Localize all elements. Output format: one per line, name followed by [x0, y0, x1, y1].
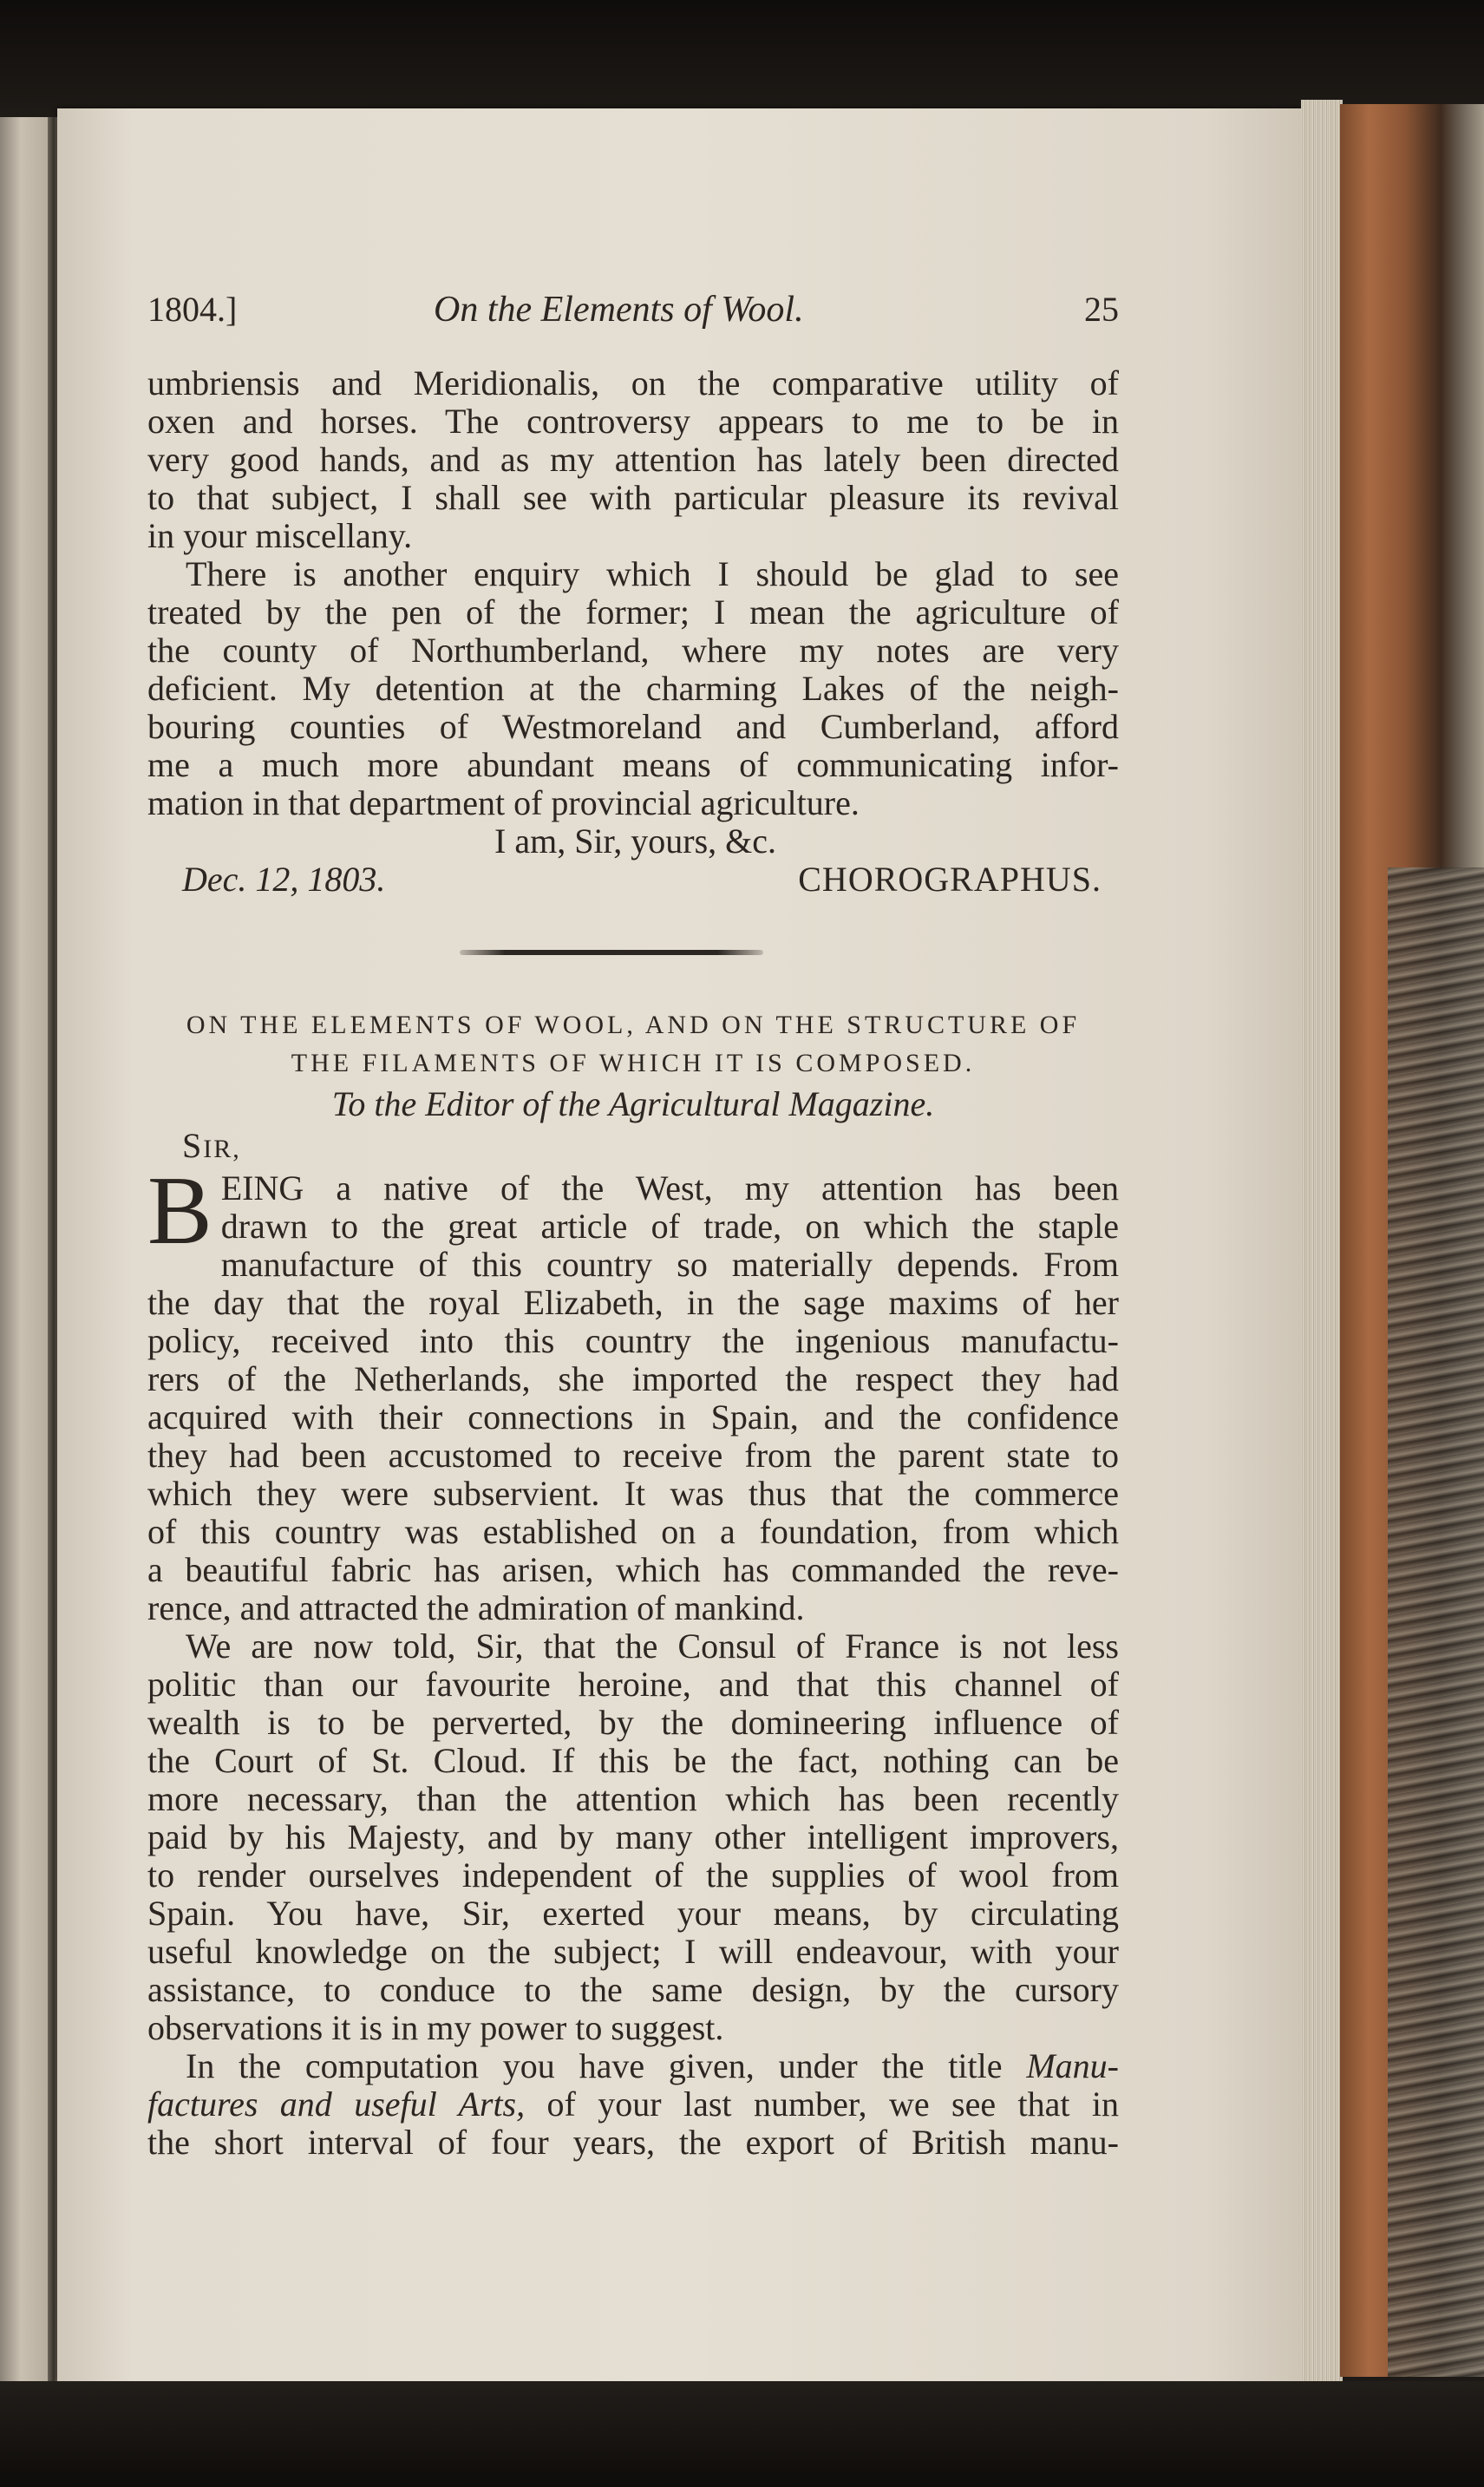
text-fragment: In the computation you have given, under the title	[186, 2046, 1027, 2085]
text-line: me a much more abundant means of communicating infor-	[147, 745, 1119, 784]
article-paragraph-1	[147, 1157, 1119, 1627]
text-line	[147, 2085, 1119, 2124]
text-line: policy, received into this country the ingenious manufactu-	[147, 1321, 1119, 1360]
letter-continuation	[147, 364, 1119, 900]
article-paragraph-2	[147, 1627, 1119, 2047]
text-line	[147, 2047, 1119, 2085]
salutation-initial: S	[182, 1126, 204, 1165]
facing-page-edge	[0, 117, 52, 2381]
text-line: to that subject, I shall see with particular pleasure its revival	[147, 478, 1119, 517]
text-line: rence, and attracted the admiration of mankind.	[147, 1588, 805, 1627]
text-line: mation in that department of provincial agriculture.	[147, 783, 860, 822]
text-line: oxen and horses. The controversy appears to me to be in	[147, 402, 1119, 441]
article-addressee: To the Editor of the Agricultural Magazine.	[331, 1084, 935, 1123]
text-line: treated by the pen of the former; I mean the agriculture of	[147, 592, 1119, 632]
page-fore-edge	[1301, 100, 1343, 2386]
text-line: assistance, to conduce to the same design, by the cursory	[147, 1970, 1119, 2009]
article-title	[147, 1006, 1119, 1083]
text-line: manufacture of this country so materially depends. From	[220, 1245, 1119, 1284]
text-line: a beautiful fabric has arisen, which has commanded the reve-	[147, 1550, 1119, 1589]
text-line: wealth is to be perverted, by the domineering influence of	[147, 1703, 1119, 1742]
article-title-line: ON THE ELEMENTS OF WOOL, AND ON THE STRUCTURE OF	[186, 1011, 1081, 1039]
background-top	[0, 0, 1484, 121]
text-line: to render ourselves independent of the supplies of wool from	[147, 1855, 1119, 1895]
text-line: paid by his Majesty, and by many other intelligent improvers,	[147, 1817, 1119, 1856]
section-divider	[147, 950, 1119, 959]
letter-signature: CHOROGRAPHUS.	[798, 860, 1102, 899]
text-line: the day that the royal Elizabeth, in the sage maxims of her	[147, 1283, 1119, 1322]
letter-paragraph-1	[147, 364, 1119, 555]
text-line: more necessary, than the attention which has been recently	[147, 1779, 1119, 1818]
text-line: observations it is in my power to suggest.	[147, 2008, 724, 2047]
text-line: EING a native of the West, my attention has been	[220, 1168, 1119, 1208]
ornamental-rule	[460, 950, 763, 955]
closing-row	[147, 822, 1119, 861]
article-title-line: THE FILAMENTS OF WHICH IT IS COMPOSED.	[291, 1049, 976, 1077]
text-line: Spain. You have, Sir, exerted your means, by circulating	[147, 1894, 1119, 1933]
closing-line: I am, Sir, yours, &c.	[494, 821, 777, 861]
header-page-number: 25	[1084, 290, 1119, 329]
text-line: There is another enquiry which I should be glad to see	[186, 554, 1119, 593]
text-line: the short interval of four years, the export of British manu-	[147, 2123, 1119, 2162]
article-paragraph-3	[147, 2047, 1119, 2162]
italic-fragment: factures and useful Arts,	[147, 2084, 526, 2124]
text-line: which they were subservient. It was thus that the commerce	[147, 1474, 1119, 1513]
text-line: very good hands, and as my attention has lately been directed	[147, 440, 1119, 479]
salutation-rest: IR,	[203, 1135, 241, 1163]
salutation	[147, 1126, 1119, 1169]
text-fragment: of your last number, we see that in	[525, 2084, 1119, 2124]
text-line: politic than our favourite heroine, and that this channel of	[147, 1665, 1119, 1704]
text-line: deficient. My detention at the charming Lakes of the neigh-	[147, 669, 1119, 708]
text-line: the county of Northumberland, where my notes are very	[147, 631, 1119, 670]
date-signature-row	[147, 861, 1119, 900]
header-running-title: On the Elements of Wool.	[434, 290, 804, 330]
italic-fragment: Manu-	[1026, 2046, 1119, 2085]
text-line: bouring counties of Westmoreland and Cumberland, afford	[147, 707, 1119, 746]
marbled-board	[1388, 867, 1484, 2377]
text-line: We are now told, Sir, that the Consul of France is not less	[186, 1626, 1119, 1666]
text-line: the Court of St. Cloud. If this be the fact, nothing can be	[147, 1741, 1119, 1780]
text-line: in your miscellany.	[147, 516, 413, 555]
text-line: umbriensis and Meridionalis, on the comparative utility of	[147, 363, 1119, 403]
text-line: drawn to the great article of trade, on which the staple	[220, 1207, 1119, 1246]
background-bottom	[0, 2381, 1484, 2487]
letter-paragraph-2	[147, 555, 1119, 822]
text-line: useful knowledge on the subject; I will endeavour, with your	[147, 1932, 1119, 1971]
letter-date: Dec. 12, 1803.	[182, 860, 386, 899]
article	[147, 1006, 1119, 2162]
text-line: they had been accustomed to receive from the parent state to	[147, 1436, 1119, 1475]
text-line: of this country was established on a foundation, from which	[147, 1512, 1119, 1551]
text-line: rers of the Netherlands, she imported the respect they had	[147, 1359, 1119, 1398]
drop-cap: B	[147, 1157, 212, 1265]
text-line: acquired with their connections in Spain, and the confidence	[147, 1397, 1119, 1437]
header-year: 1804.]	[147, 290, 238, 329]
